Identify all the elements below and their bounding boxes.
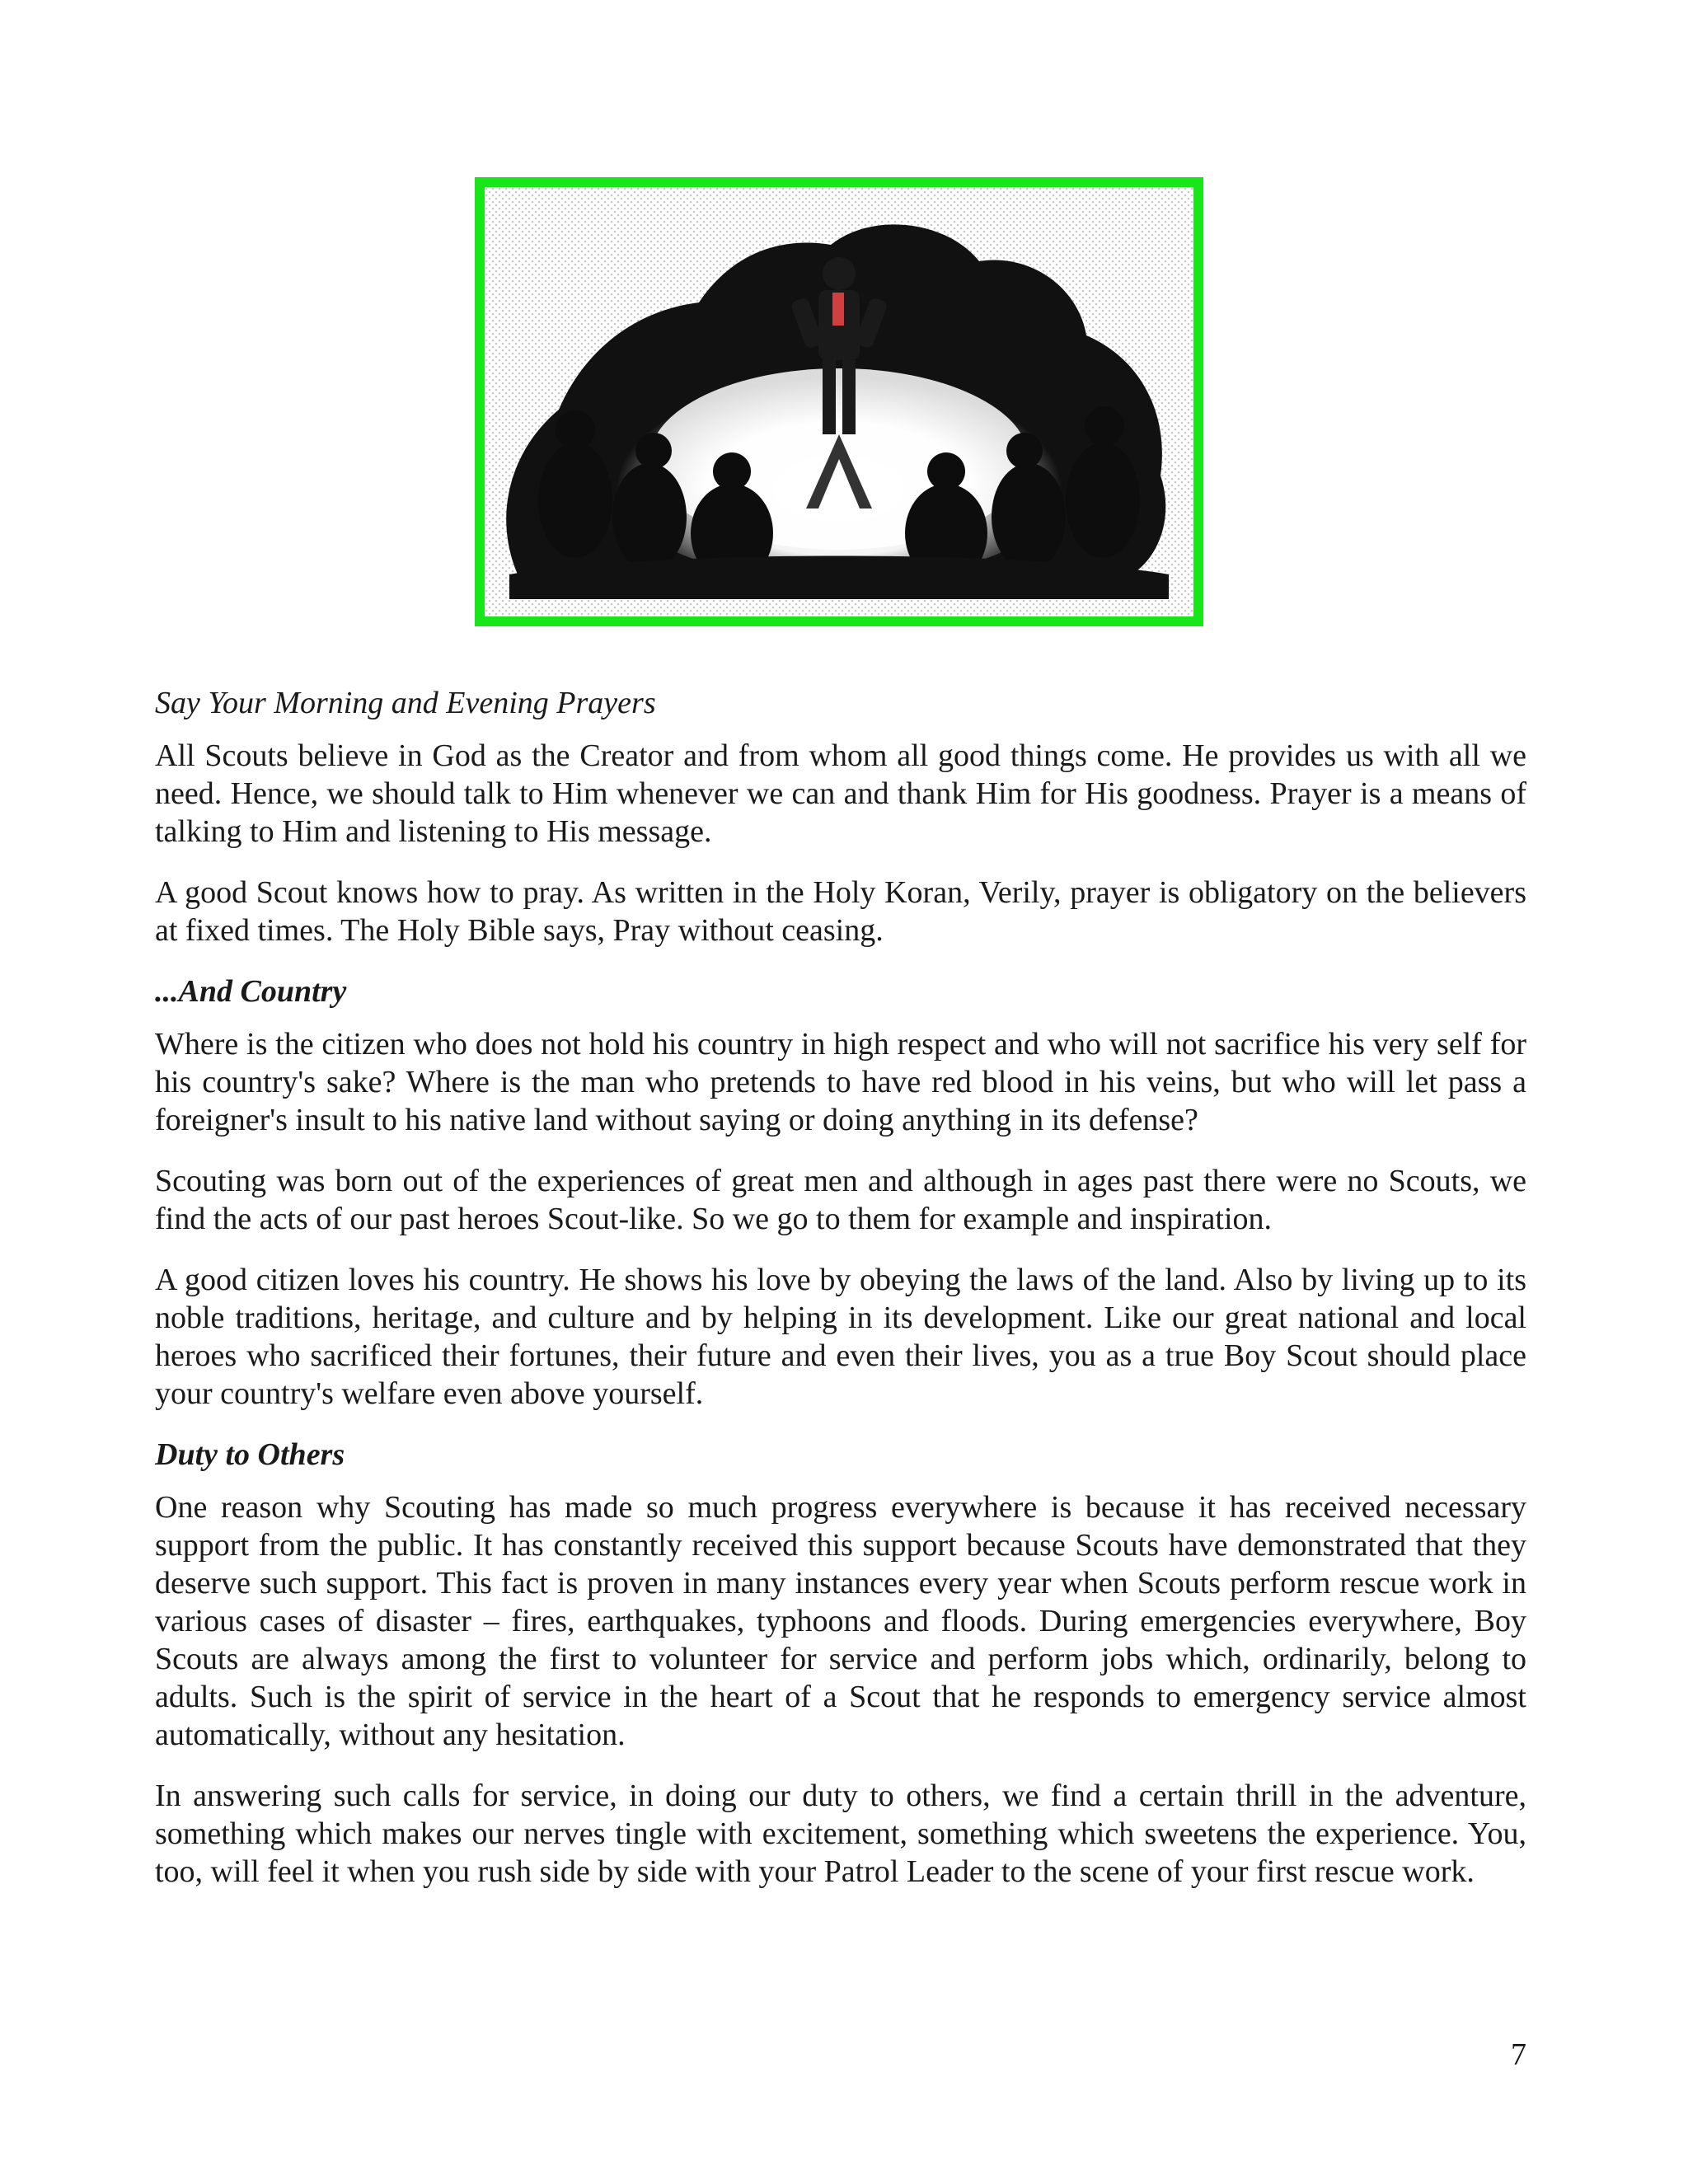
paragraph-country-3: A good citizen loves his country. He shows his love by obeying the laws of the land. Also by living up to its noble traditions, heritage, and culture and by helping in its development. Like our great national and local heroes who sacrificed their fortunes, their future and even their lives, you as a true Boy Scout should place your country's welfare even above yourself.: [155, 1263, 1526, 1411]
paragraph-others-1: One reason why Scouting has made so much progress everywhere is because it has received necessary support from the public. It has constantly received this support because Scouts have demonstrated that they deserve such support. This fact is proven in many instances every year when Scouts perform rescue work in various cases of disaster – fires, earthquakes, typhoons and floods. During emergencies everywhere, Boy Scouts are always among the first to volunteer for service and perform jobs which, ordinarily, belong to adults. Such is the spirit of service in the heart of a Scout that he responds to emergency service almost automatically, without any hesitation.: [155, 1490, 1526, 1752]
paragraph-prayers-2: A good Scout knows how to pray. As written in the Holy Koran, Verily, prayer is obligatory on the believers at fixed times. The Holy Bible says, Pray without ceasing.: [155, 875, 1526, 948]
heading-duty-to-others: Duty to Others: [155, 1437, 345, 1472]
campfire-illustration: [475, 177, 1203, 626]
heading-and-country: ...And Country: [155, 974, 347, 1009]
page-content: [155, 684, 1526, 1914]
paragraph-others-2: In answering such calls for service, in doing our duty to others, we find a certain thrill in the adventure, something which makes our nerves tingle with excitement, something which sweetens the experience. You, too, will feel it when you rush side by side with your Patrol Leader to the scene of your first rescue work.: [155, 1779, 1526, 1889]
page-number: 7: [1511, 2037, 1526, 2072]
heading-morning-evening-prayers: Say Your Morning and Evening Prayers: [155, 686, 656, 720]
paragraph-country-2: Scouting was born out of the experiences of great men and although in ages past there were no Scouts, we find the acts of our past heroes Scout-like. So we go to them for example and inspiration.: [155, 1164, 1526, 1236]
campfire-scouts-illustration-icon: [485, 187, 1193, 616]
paragraph-prayers-1: All Scouts believe in God as the Creator and from whom all good things come. He provides us with all we need. Hence, we should talk to Him whenever we can and thank Him for His goodness. Prayer is a means of talking to Him and listening to His message.: [155, 738, 1526, 849]
paragraph-country-1: Where is the citizen who does not hold his country in high respect and who will not sacrifice his very self for his country's sake? Where is the man who pretends to have red blood in his veins, but who will let pass a foreigner's insult to his native land without saying or doing anything in its defense?: [155, 1027, 1526, 1137]
